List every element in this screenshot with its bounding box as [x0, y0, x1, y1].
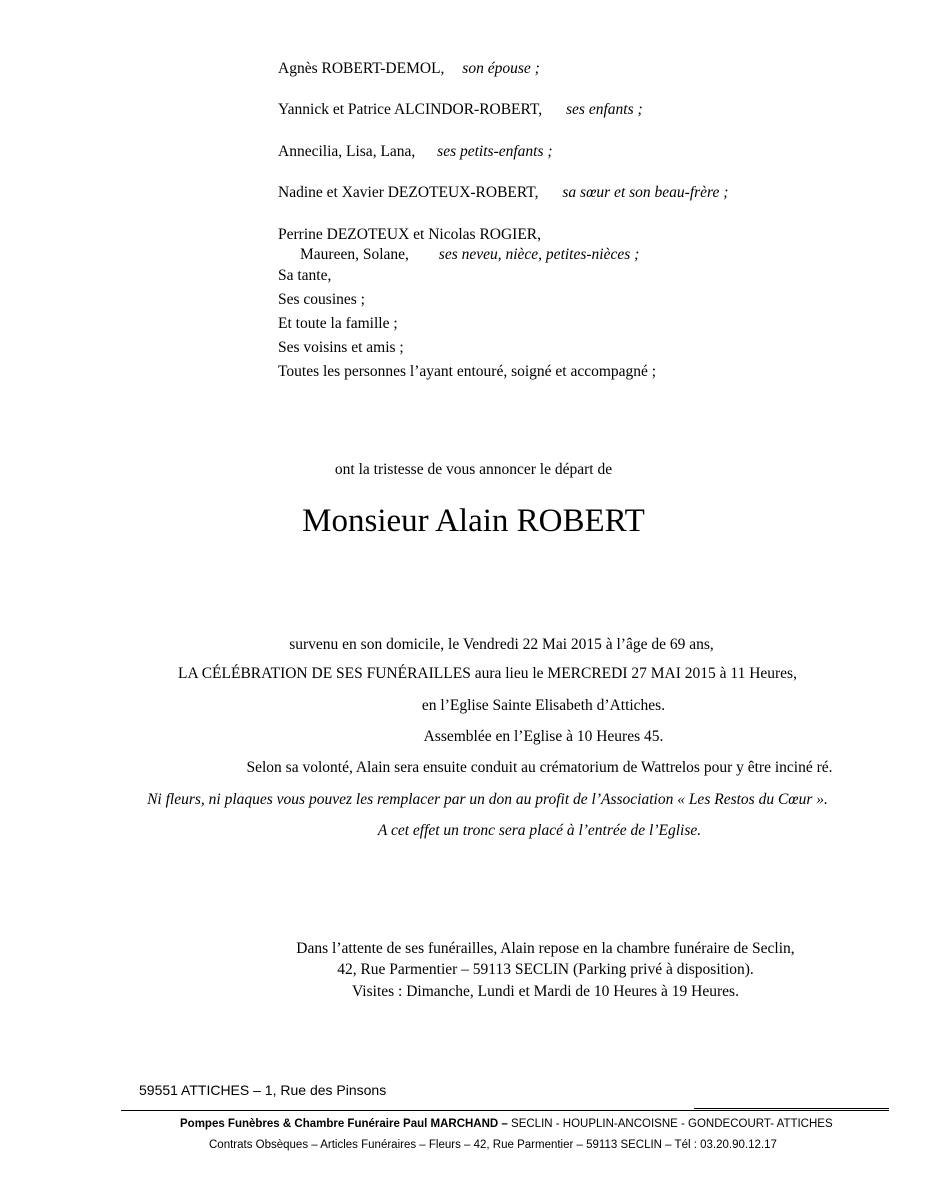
other-line-neighbors: Ses voisins et amis ; — [278, 339, 404, 356]
family-line-sister — [278, 184, 728, 202]
detail-assembly: Assemblée en l’Eglise à 10 Heures 45. — [423, 728, 664, 745]
other-line-aunt: Sa tante, — [278, 267, 332, 284]
detail-death: survenu en son domicile, le Vendredi 22 Mai 2015 à l’âge de 69 ans, — [289, 636, 714, 653]
family-names: Annecilia, Lisa, Lana, — [278, 143, 416, 160]
other-line-family: Et toute la famille ; — [278, 315, 398, 332]
funeral-home-line — [180, 1118, 833, 1130]
note-flowers: Ni fleurs, ni plaques vous pouvez les remplacer par un don au profit de l’Association « Les Restos du Cœur ». — [147, 791, 828, 808]
home-address: 59551 ATTICHES – 1, Rue des Pinsons — [139, 1082, 387, 1098]
funeral-home-contact: Contrats Obsèques – Articles Funéraires – Fleurs – 42, Rue Parmentier – 59113 SECLIN – Tél : 03.20.90.12.17 — [209, 1139, 777, 1151]
family-names: Agnès ROBERT-DEMOL, — [278, 60, 445, 77]
other-line-caregivers: Toutes les personnes l’ayant entouré, soigné et accompagné ; — [278, 363, 657, 380]
family-relation: sa sœur et son beau-frère ; — [562, 184, 729, 201]
other-line-cousins: Ses cousines ; — [278, 291, 365, 308]
family-line-grandchildren — [278, 143, 553, 161]
footer-divider — [121, 1110, 889, 1111]
rest-visits: Visites : Dimanche, Lundi et Mardi de 10 Heures à 19 Heures. — [352, 983, 739, 1000]
note-collection-box: A cet effet un tronc sera placé à l’entrée de l’Eglise. — [377, 822, 702, 839]
family-names: Perrine DEZOTEUX et Nicolas ROGIER, — [278, 226, 542, 243]
rest-location: Dans l’attente de ses funérailles, Alain repose en la chambre funéraire de Seclin, — [296, 940, 795, 957]
funeral-home-company: Pompes Funèbres & Chambre Funéraire Paul MARCHAND – — [180, 1118, 508, 1130]
funeral-home-towns: SECLIN - HOUPLIN-ANCOISNE - GONDECOURT- ATTICHES — [507, 1118, 833, 1130]
deceased-name: Monsieur Alain ROBERT — [302, 503, 645, 539]
family-line-children — [278, 101, 643, 119]
family-names: Yannick et Patrice ALCINDOR-ROBERT, — [278, 101, 543, 118]
detail-celebration: LA CÉLÉBRATION DE SES FUNÉRAILLES aura lieu le MERCREDI 27 MAI 2015 à 11 Heures, — [178, 665, 797, 682]
detail-crematorium: Selon sa volonté, Alain sera ensuite conduit au crématorium de Wattrelos pour y être inciné ré. — [246, 759, 833, 776]
family-relation: son épouse ; — [462, 60, 540, 77]
family-line-nephews — [278, 226, 541, 244]
family-names: Maureen, Solane, — [300, 246, 409, 263]
family-names: Nadine et Xavier DEZOTEUX-ROBERT, — [278, 184, 539, 201]
family-line-nieces — [300, 246, 639, 264]
family-relation: ses petits-enfants ; — [437, 143, 553, 160]
detail-church: en l’Eglise Sainte Elisabeth d’Attiches. — [421, 697, 666, 714]
rest-address: 42, Rue Parmentier – 59113 SECLIN (Parking privé à disposition). — [337, 961, 754, 978]
family-relation: ses enfants ; — [566, 101, 643, 118]
announcement-text: ont la tristesse de vous annoncer le départ de — [334, 461, 613, 478]
family-line-spouse — [278, 60, 540, 78]
footer-divider-accent — [694, 1108, 889, 1109]
family-relation: ses neveu, nièce, petites-nièces ; — [438, 246, 640, 263]
